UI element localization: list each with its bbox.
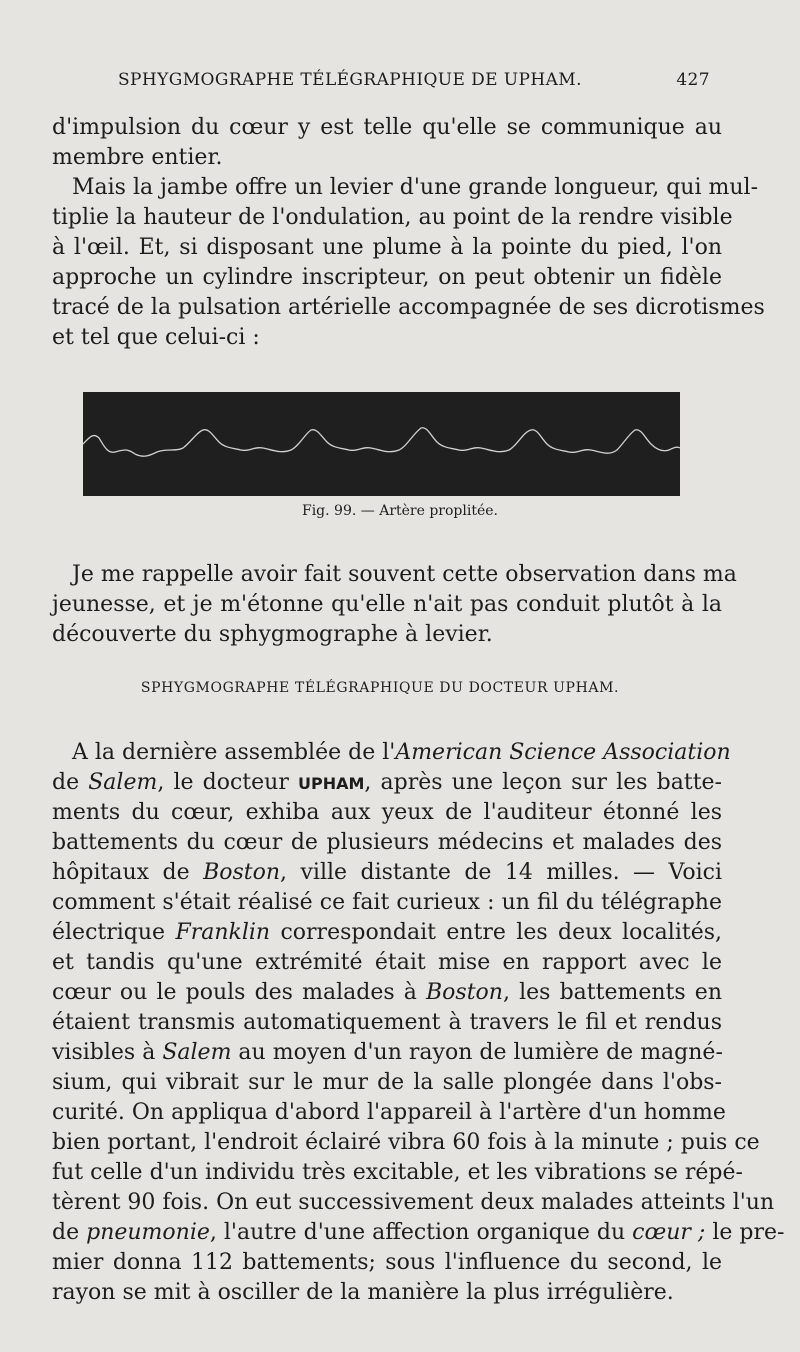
italic-text: Salem [88, 770, 158, 795]
italic-text: Boston [426, 980, 503, 1005]
italic-text: Boston [203, 860, 281, 885]
text-span: hôpitaux de [52, 860, 204, 885]
text-line: ments du cœur, exhiba aux yeux de l'auditeur étonné les [52, 800, 722, 825]
text-span: de [52, 1220, 87, 1245]
text-span: , les battements en [502, 980, 722, 1005]
text-span: , ville distante de 14 milles. — Voici [280, 860, 723, 885]
text-line [52, 978, 722, 1008]
text-line: Mais la jambe offre un levier d'une grande longueur, qui mul- [72, 175, 759, 200]
text-span: visibles à [52, 1040, 163, 1065]
text-line: tiplie la hauteur de l'ondulation, au point de la rendre visible [52, 205, 733, 230]
text-line [52, 1038, 722, 1068]
text-span: de [52, 770, 89, 795]
text-line: Je me rappelle avoir fait souvent cette observation dans ma [72, 562, 737, 587]
text-line [52, 1218, 785, 1248]
text-line: d'impulsion du cœur y est telle qu'elle se communique au [52, 115, 722, 140]
italic-text: pneumonie [86, 1220, 210, 1245]
author-name: UPHAM [297, 774, 365, 793]
text-span: , le docteur [157, 770, 298, 795]
text-line [52, 768, 722, 798]
running-title: SPHYGMOGRAPHE TÉLÉGRAPHIQUE DE UPHAM. [118, 70, 582, 90]
text-line: comment s'était réalisé ce fait curieux : un fil du télégraphe [52, 890, 722, 915]
text-line: membre entier. [52, 145, 223, 170]
text-line: tracé de la pulsation artérielle accompagnée de ses dicrotismes [52, 295, 765, 320]
paragraph-2 [52, 173, 765, 353]
text-span: électrique [52, 920, 176, 945]
text-line: étaient transmis automatiquement à travers le fil et rendus [52, 1010, 722, 1035]
text-span: cœur ou le pouls des malades à [52, 980, 427, 1005]
text-line: découverte du sphygmographe à levier. [52, 622, 493, 647]
text-line: curité. On appliqua d'abord l'appareil à l'artère d'un homme [52, 1100, 726, 1125]
text-line: et tel que celui-ci : [52, 325, 260, 350]
figure-caption: Fig. 99. — Artère proplitée. [301, 503, 498, 519]
text-span: le pre- [705, 1220, 785, 1245]
italic-text: Franklin [175, 920, 271, 945]
text-line: et tandis qu'une extrémité était mise en rapport avec le [52, 950, 722, 975]
text-line: fut celle d'un individu très excitable, et les vibrations se répé- [52, 1160, 743, 1185]
text-span: , l'autre d'une affection organique du [209, 1220, 633, 1245]
pulse-waveform [83, 392, 680, 496]
text-line [52, 858, 722, 888]
text-span: au moyen d'un rayon de lumière de magné- [231, 1040, 723, 1065]
paragraph-4 [52, 738, 785, 1308]
text-line: sium, qui vibrait sur le mur de la salle plongée dans l'obs- [52, 1070, 722, 1095]
paragraph-1 [52, 113, 722, 173]
paragraph-3 [52, 560, 737, 650]
pulse-tracing-figure [83, 392, 680, 496]
page-number: 427 [676, 70, 710, 90]
text-line: à l'œil. Et, si disposant une plume à la pointe du pied, l'on [52, 235, 722, 260]
text-line: battements du cœur de plusieurs médecins et malades des [52, 830, 722, 855]
text-line: tèrent 90 fois. On eut successivement deux malades atteints l'un [52, 1190, 775, 1215]
text-span: , après une leçon sur les batte- [364, 770, 722, 795]
text-line [52, 918, 722, 948]
text-line: bien portant, l'endroit éclairé vibra 60 fois à la minute ; puis ce [52, 1130, 760, 1155]
italic-text: cœur ; [632, 1220, 706, 1245]
text-span: correspondait entre les deux localités, [270, 920, 722, 945]
italic-text: Salem [162, 1040, 232, 1065]
text-line: jeunesse, et je m'étonne qu'elle n'ait pas conduit plutôt à la [52, 592, 722, 617]
section-heading: SPHYGMOGRAPHE TÉLÉGRAPHIQUE DU DOCTEUR UPHAM. [140, 680, 620, 696]
text-line: mier donna 112 battements; sous l'influence du second, le [52, 1250, 722, 1275]
text-line [52, 738, 731, 768]
text-line: approche un cylindre inscripteur, on peut obtenir un fidèle [52, 265, 722, 290]
text-line: rayon se mit à osciller de la manière la plus irrégulière. [52, 1280, 674, 1305]
italic-text: American Science Association [395, 740, 731, 765]
text-span: A la dernière assemblée de l' [72, 740, 396, 765]
